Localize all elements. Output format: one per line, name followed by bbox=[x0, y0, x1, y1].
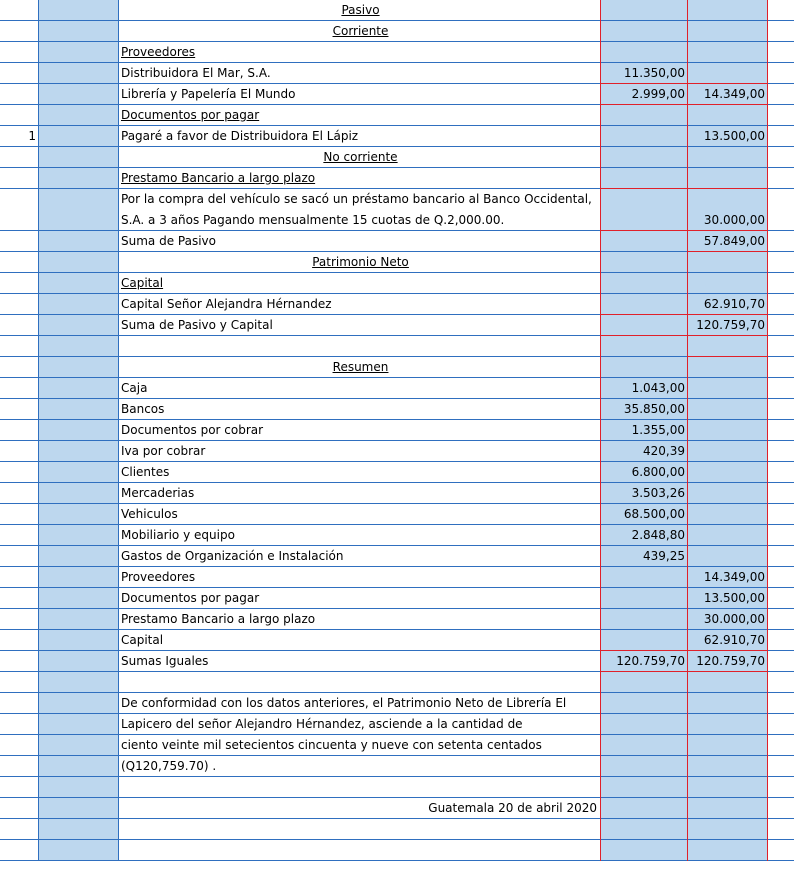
cell-text: Patrimonio Neto bbox=[312, 255, 409, 269]
cell-col-f[interactable] bbox=[767, 84, 794, 104]
cell-col-d[interactable]: 68.500,00 bbox=[600, 504, 687, 524]
cell-col-f[interactable] bbox=[767, 0, 794, 20]
cell-col-b[interactable] bbox=[38, 819, 118, 839]
cell-col-e[interactable]: 120.759,70 bbox=[687, 315, 767, 335]
cell-col-d[interactable]: 6.800,00 bbox=[600, 462, 687, 482]
cell-col-a[interactable] bbox=[0, 147, 38, 167]
cell-col-f[interactable] bbox=[767, 840, 794, 860]
cell-col-e[interactable] bbox=[687, 105, 767, 125]
cell-col-c[interactable]: Suma de Pasivo bbox=[121, 234, 216, 248]
cell-col-b[interactable] bbox=[38, 105, 118, 125]
cell-col-d[interactable] bbox=[600, 336, 687, 356]
cell-col-c[interactable]: Capital Señor Alejandra Hérnandez bbox=[121, 297, 332, 311]
cell-col-b[interactable] bbox=[38, 21, 118, 41]
cell-col-e[interactable]: 30.000,00 bbox=[687, 189, 767, 230]
cell-col-d[interactable] bbox=[600, 693, 687, 713]
sheet-row bbox=[0, 126, 794, 147]
cell-col-f[interactable] bbox=[767, 651, 794, 671]
cell-col-c[interactable] bbox=[118, 252, 600, 272]
cell-col-a[interactable] bbox=[0, 294, 38, 314]
cell-col-f[interactable] bbox=[767, 630, 794, 650]
cell-col-d[interactable] bbox=[600, 294, 687, 314]
sheet-row bbox=[0, 735, 794, 756]
cell-col-d[interactable]: 35.850,00 bbox=[600, 399, 687, 419]
cell-col-e[interactable] bbox=[687, 483, 767, 503]
cell-col-e[interactable] bbox=[687, 21, 767, 41]
cell-col-d[interactable] bbox=[600, 798, 687, 818]
cell-col-c[interactable]: Bancos bbox=[121, 402, 165, 416]
cell-col-a[interactable] bbox=[0, 630, 38, 650]
cell-col-e[interactable]: 14.349,00 bbox=[687, 567, 767, 587]
cell-col-e[interactable]: 30.000,00 bbox=[687, 609, 767, 629]
cell-col-b[interactable] bbox=[38, 525, 118, 545]
sheet-row bbox=[0, 378, 794, 399]
cell-text: Capital bbox=[121, 276, 164, 290]
sheet-row bbox=[0, 672, 794, 693]
cell-col-b[interactable] bbox=[38, 63, 118, 83]
cell-col-c[interactable]: Documentos por cobrar bbox=[121, 423, 264, 437]
cell-col-b[interactable] bbox=[38, 189, 118, 230]
cell-col-a[interactable] bbox=[0, 756, 38, 776]
cell-col-c[interactable]: Mercaderias bbox=[121, 486, 195, 500]
sheet-row bbox=[0, 756, 794, 777]
cell-col-b[interactable] bbox=[38, 840, 118, 860]
cell-col-a[interactable] bbox=[0, 84, 38, 104]
cell-col-d[interactable] bbox=[600, 567, 687, 587]
cell-col-f[interactable] bbox=[767, 756, 794, 776]
sheet-row bbox=[0, 252, 794, 273]
cell-col-a[interactable] bbox=[0, 105, 38, 125]
cell-col-b[interactable] bbox=[38, 798, 118, 818]
cell-col-a[interactable] bbox=[0, 357, 38, 377]
cell-col-d[interactable]: 1.355,00 bbox=[600, 420, 687, 440]
sheet-row bbox=[0, 693, 794, 714]
cell-col-e[interactable] bbox=[687, 441, 767, 461]
sheet-row bbox=[0, 588, 794, 609]
cell-col-e[interactable]: 62.910,70 bbox=[687, 294, 767, 314]
cell-col-c[interactable] bbox=[118, 42, 600, 62]
cell-col-c[interactable]: Proveedores bbox=[121, 570, 196, 584]
cell-col-b[interactable] bbox=[38, 756, 118, 776]
cell-col-e[interactable] bbox=[687, 147, 767, 167]
cell-col-a[interactable] bbox=[0, 609, 38, 629]
cell-col-e[interactable] bbox=[687, 840, 767, 860]
cell-col-a[interactable] bbox=[0, 336, 38, 356]
cell-col-b[interactable] bbox=[38, 735, 118, 755]
cell-col-e[interactable] bbox=[687, 546, 767, 566]
cell-col-a[interactable] bbox=[0, 546, 38, 566]
cell-text: No corriente bbox=[323, 150, 398, 164]
cell-col-b[interactable] bbox=[38, 126, 118, 146]
cell-col-d[interactable] bbox=[600, 609, 687, 629]
sheet-row bbox=[0, 168, 794, 189]
cell-col-b[interactable] bbox=[38, 357, 118, 377]
cell-col-e[interactable] bbox=[687, 735, 767, 755]
cell-col-b[interactable] bbox=[38, 252, 118, 272]
cell-col-f[interactable] bbox=[767, 504, 794, 524]
grid-line bbox=[767, 0, 768, 861]
cell-col-d[interactable]: 1.043,00 bbox=[600, 378, 687, 398]
cell-col-a[interactable] bbox=[0, 21, 38, 41]
cell-col-a[interactable] bbox=[0, 420, 38, 440]
cell-col-a[interactable] bbox=[0, 819, 38, 839]
sheet-row bbox=[0, 294, 794, 315]
cell-col-f[interactable] bbox=[767, 126, 794, 146]
cell-col-b[interactable] bbox=[38, 168, 118, 188]
cell-col-d[interactable]: 439,25 bbox=[600, 546, 687, 566]
cell-col-f[interactable] bbox=[767, 462, 794, 482]
cell-text: Prestamo Bancario a largo plazo bbox=[121, 171, 316, 185]
cell-col-d[interactable] bbox=[600, 231, 687, 251]
cell-col-c[interactable]: Lapicero del señor Alejandro Hérnandez, asciende a la cantidad de bbox=[121, 717, 523, 731]
cell-col-d[interactable]: 120.759,70 bbox=[600, 651, 687, 671]
sheet-row bbox=[0, 315, 794, 336]
cell-col-c[interactable] bbox=[118, 336, 600, 356]
sheet-row bbox=[0, 525, 794, 546]
cell-col-b[interactable] bbox=[38, 42, 118, 62]
sheet-row bbox=[0, 273, 794, 294]
sheet-row bbox=[0, 231, 794, 252]
grid-line bbox=[118, 0, 119, 861]
cell-text: Documentos por pagar bbox=[121, 108, 260, 122]
cell-col-d[interactable]: 2.999,00 bbox=[600, 84, 687, 104]
sheet-row bbox=[0, 21, 794, 42]
cell-col-c[interactable]: De conformidad con los datos anteriores, el Patrimonio Neto de Librería El bbox=[121, 696, 567, 710]
cell-col-b[interactable] bbox=[38, 693, 118, 713]
cell-col-c[interactable] bbox=[118, 21, 600, 41]
cell-col-c[interactable] bbox=[118, 357, 600, 377]
cell-col-c[interactable]: Vehiculos bbox=[121, 507, 178, 521]
cell-col-a[interactable] bbox=[0, 672, 38, 692]
cell-col-a[interactable] bbox=[0, 189, 38, 230]
cell-col-c[interactable] bbox=[118, 168, 600, 188]
sheet-row bbox=[0, 147, 794, 168]
cell-col-e[interactable]: 13.500,00 bbox=[687, 126, 767, 146]
cell-col-c[interactable] bbox=[118, 105, 600, 125]
cell-col-f[interactable] bbox=[767, 189, 794, 230]
cell-col-d[interactable] bbox=[600, 672, 687, 692]
cell-col-c[interactable] bbox=[118, 0, 600, 20]
cell-col-f[interactable] bbox=[767, 105, 794, 125]
cell-col-c[interactable] bbox=[118, 819, 600, 839]
cell-col-f[interactable] bbox=[767, 63, 794, 83]
cell-col-e[interactable] bbox=[687, 399, 767, 419]
cell-col-b[interactable] bbox=[38, 483, 118, 503]
cell-col-a[interactable] bbox=[0, 483, 38, 503]
cell-col-c[interactable]: Pagaré a favor de Distribuidora El Lápiz bbox=[121, 129, 359, 143]
cell-col-d[interactable] bbox=[600, 189, 687, 230]
cell-col-f[interactable] bbox=[767, 798, 794, 818]
cell-col-c[interactable]: (Q120,759.70) . bbox=[121, 759, 217, 773]
sheet-row bbox=[0, 840, 794, 861]
cell-col-a[interactable] bbox=[0, 441, 38, 461]
cell-col-e[interactable] bbox=[687, 819, 767, 839]
cell-col-e[interactable] bbox=[687, 462, 767, 482]
cell-col-a[interactable]: 1 bbox=[28, 129, 36, 143]
cell-col-e[interactable] bbox=[687, 504, 767, 524]
cell-col-e[interactable] bbox=[687, 168, 767, 188]
cell-col-b[interactable] bbox=[38, 672, 118, 692]
cell-text: Proveedores bbox=[121, 45, 196, 59]
cell-col-c[interactable]: Guatemala 20 de abril 2020 bbox=[428, 801, 597, 815]
cell-text: Corriente bbox=[332, 24, 389, 38]
cell-col-e[interactable] bbox=[687, 336, 767, 356]
cell-col-b[interactable] bbox=[38, 231, 118, 251]
cell-col-f[interactable] bbox=[767, 294, 794, 314]
cell-col-f[interactable] bbox=[767, 336, 794, 356]
cell-col-d[interactable]: 3.503,26 bbox=[600, 483, 687, 503]
cell-col-d[interactable] bbox=[600, 273, 687, 293]
cell-col-e[interactable] bbox=[687, 63, 767, 83]
cell-col-c[interactable] bbox=[118, 777, 600, 797]
cell-col-d[interactable] bbox=[600, 840, 687, 860]
cell-col-e[interactable] bbox=[687, 357, 767, 377]
cell-col-c[interactable]: Gastos de Organización e Instalación bbox=[121, 549, 344, 563]
cell-col-d[interactable] bbox=[600, 252, 687, 272]
cell-col-d[interactable] bbox=[600, 42, 687, 62]
cell-col-f[interactable] bbox=[767, 588, 794, 608]
cell-col-f[interactable] bbox=[767, 252, 794, 272]
cell-col-e[interactable]: 13.500,00 bbox=[687, 588, 767, 608]
cell-col-a[interactable] bbox=[0, 462, 38, 482]
cell-col-a[interactable] bbox=[0, 798, 38, 818]
sheet-row bbox=[0, 714, 794, 735]
sheet-row bbox=[0, 399, 794, 420]
cell-col-e[interactable] bbox=[687, 420, 767, 440]
sheet-row bbox=[0, 609, 794, 630]
sheet-row bbox=[0, 42, 794, 63]
cell-col-f[interactable] bbox=[767, 42, 794, 62]
cell-col-c[interactable]: Clientes bbox=[121, 465, 170, 479]
sheet-row bbox=[0, 483, 794, 504]
cell-col-f[interactable] bbox=[767, 819, 794, 839]
cell-col-b[interactable] bbox=[38, 273, 118, 293]
cell-col-b[interactable] bbox=[38, 651, 118, 671]
cell-col-f[interactable] bbox=[767, 399, 794, 419]
cell-col-e[interactable] bbox=[687, 777, 767, 797]
sheet-row bbox=[0, 336, 794, 357]
sheet-row bbox=[0, 63, 794, 84]
cell-col-d[interactable]: 420,39 bbox=[600, 441, 687, 461]
cell-col-b[interactable] bbox=[38, 0, 118, 20]
cell-col-a[interactable] bbox=[0, 252, 38, 272]
cell-col-b[interactable] bbox=[38, 315, 118, 335]
cell-col-f[interactable] bbox=[767, 546, 794, 566]
cell-col-e[interactable] bbox=[687, 693, 767, 713]
cell-col-b[interactable] bbox=[38, 546, 118, 566]
cell-col-f[interactable] bbox=[767, 378, 794, 398]
cell-col-f[interactable] bbox=[767, 420, 794, 440]
cell-col-c[interactable]: Mobiliario y equipo bbox=[121, 528, 235, 542]
cell-col-a[interactable] bbox=[0, 399, 38, 419]
cell-col-a[interactable] bbox=[0, 378, 38, 398]
cell-col-e[interactable] bbox=[687, 714, 767, 734]
cell-col-b[interactable] bbox=[38, 714, 118, 734]
sheet-row bbox=[0, 462, 794, 483]
cell-col-d[interactable] bbox=[600, 105, 687, 125]
sheet-row bbox=[0, 441, 794, 462]
cell-col-e[interactable] bbox=[687, 525, 767, 545]
cell-col-b[interactable] bbox=[38, 147, 118, 167]
cell-col-b[interactable] bbox=[38, 588, 118, 608]
cell-col-e[interactable] bbox=[687, 672, 767, 692]
cell-col-d[interactable] bbox=[600, 588, 687, 608]
sheet-row bbox=[0, 504, 794, 525]
grid-line bbox=[38, 0, 39, 861]
sheet-row bbox=[0, 420, 794, 441]
cell-col-a[interactable] bbox=[0, 777, 38, 797]
cell-col-a[interactable] bbox=[0, 525, 38, 545]
sheet-row bbox=[0, 630, 794, 651]
cell-col-c[interactable]: Por la compra del vehículo se sacó un préstamo bancario al Banco Occidental, S.A. a 3 años Pagando mensualmente 15 cuotas de Q.2,000.00. bbox=[121, 192, 592, 227]
cell-col-a[interactable] bbox=[0, 588, 38, 608]
cell-col-a[interactable] bbox=[0, 231, 38, 251]
sheet-row bbox=[0, 798, 794, 819]
cell-text: Pasivo bbox=[341, 3, 380, 17]
cell-col-f[interactable] bbox=[767, 231, 794, 251]
cell-col-b[interactable] bbox=[38, 462, 118, 482]
cell-col-f[interactable] bbox=[767, 609, 794, 629]
cell-col-f[interactable] bbox=[767, 441, 794, 461]
sheet-row bbox=[0, 84, 794, 105]
cell-col-c[interactable]: Prestamo Bancario a largo plazo bbox=[121, 612, 316, 626]
cell-col-c[interactable] bbox=[118, 273, 600, 293]
cell-col-f[interactable] bbox=[767, 567, 794, 587]
cell-col-a[interactable] bbox=[0, 504, 38, 524]
cell-col-e[interactable] bbox=[687, 0, 767, 20]
cell-col-a[interactable] bbox=[0, 735, 38, 755]
cell-col-d[interactable] bbox=[600, 21, 687, 41]
cell-col-a[interactable] bbox=[0, 63, 38, 83]
cell-col-e[interactable] bbox=[687, 252, 767, 272]
cell-col-e[interactable]: 62.910,70 bbox=[687, 630, 767, 650]
sheet-row bbox=[0, 819, 794, 840]
cell-col-a[interactable] bbox=[0, 273, 38, 293]
grid-line bbox=[687, 0, 688, 861]
cell-col-f[interactable] bbox=[767, 147, 794, 167]
cell-col-f[interactable] bbox=[767, 273, 794, 293]
cell-col-a[interactable] bbox=[0, 693, 38, 713]
cell-col-f[interactable] bbox=[767, 483, 794, 503]
cell-col-d[interactable] bbox=[600, 756, 687, 776]
cell-col-c[interactable]: Distribuidora El Mar, S.A. bbox=[121, 66, 271, 80]
cell-col-c[interactable] bbox=[118, 147, 600, 167]
cell-col-f[interactable] bbox=[767, 168, 794, 188]
cell-col-d[interactable] bbox=[600, 819, 687, 839]
sheet-row bbox=[0, 0, 794, 21]
sheet-row bbox=[0, 651, 794, 672]
cell-col-c[interactable]: Librería y Papelería El Mundo bbox=[121, 87, 296, 101]
cell-col-c[interactable]: Sumas Iguales bbox=[121, 654, 209, 668]
cell-col-c[interactable]: Caja bbox=[121, 381, 148, 395]
cell-col-d[interactable] bbox=[600, 126, 687, 146]
cell-col-e[interactable] bbox=[687, 378, 767, 398]
cell-col-f[interactable] bbox=[767, 357, 794, 377]
cell-text: Resumen bbox=[332, 360, 389, 374]
cell-col-b[interactable] bbox=[38, 504, 118, 524]
cell-col-a[interactable] bbox=[0, 0, 38, 20]
cell-col-b[interactable] bbox=[38, 399, 118, 419]
cell-col-b[interactable] bbox=[38, 609, 118, 629]
cell-col-f[interactable] bbox=[767, 672, 794, 692]
sheet-row bbox=[0, 189, 794, 231]
cell-col-b[interactable] bbox=[38, 336, 118, 356]
cell-col-d[interactable] bbox=[600, 315, 687, 335]
cell-col-e[interactable] bbox=[687, 756, 767, 776]
cell-col-d[interactable] bbox=[600, 777, 687, 797]
cell-col-a[interactable] bbox=[0, 840, 38, 860]
cell-col-d[interactable] bbox=[600, 147, 687, 167]
cell-col-d[interactable]: 2.848,80 bbox=[600, 525, 687, 545]
cell-col-c[interactable]: Documentos por pagar bbox=[121, 591, 260, 605]
cell-col-b[interactable] bbox=[38, 378, 118, 398]
cell-col-d[interactable] bbox=[600, 0, 687, 20]
cell-col-b[interactable] bbox=[38, 777, 118, 797]
cell-col-f[interactable] bbox=[767, 714, 794, 734]
cell-col-b[interactable] bbox=[38, 420, 118, 440]
cell-col-d[interactable] bbox=[600, 168, 687, 188]
cell-col-b[interactable] bbox=[38, 441, 118, 461]
cell-col-a[interactable] bbox=[0, 315, 38, 335]
cell-col-c[interactable] bbox=[118, 840, 600, 860]
sheet-row bbox=[0, 567, 794, 588]
sheet-row bbox=[0, 357, 794, 378]
cell-col-b[interactable] bbox=[38, 84, 118, 104]
cell-col-a[interactable] bbox=[0, 714, 38, 734]
cell-col-a[interactable] bbox=[0, 42, 38, 62]
cell-col-e[interactable] bbox=[687, 798, 767, 818]
cell-col-f[interactable] bbox=[767, 693, 794, 713]
grid-line bbox=[600, 0, 601, 861]
cell-col-a[interactable] bbox=[0, 567, 38, 587]
cell-col-f[interactable] bbox=[767, 525, 794, 545]
cell-col-f[interactable] bbox=[767, 735, 794, 755]
cell-col-d[interactable] bbox=[600, 714, 687, 734]
cell-col-c[interactable] bbox=[118, 672, 600, 692]
sheet-row bbox=[0, 546, 794, 567]
cell-col-b[interactable] bbox=[38, 630, 118, 650]
cell-col-e[interactable]: 57.849,00 bbox=[687, 231, 767, 251]
cell-col-f[interactable] bbox=[767, 777, 794, 797]
cell-col-c[interactable]: Capital bbox=[121, 633, 164, 647]
cell-col-f[interactable] bbox=[767, 315, 794, 335]
cell-col-f[interactable] bbox=[767, 21, 794, 41]
cell-col-d[interactable] bbox=[600, 735, 687, 755]
cell-col-e[interactable] bbox=[687, 273, 767, 293]
sheet-row bbox=[0, 105, 794, 126]
cell-col-d[interactable] bbox=[600, 630, 687, 650]
sheet-row bbox=[0, 777, 794, 798]
cell-col-a[interactable] bbox=[0, 168, 38, 188]
cell-col-c[interactable]: ciento veinte mil setecientos cincuenta y nueve con setenta centados bbox=[121, 738, 542, 752]
cell-col-a[interactable] bbox=[0, 651, 38, 671]
cell-col-d[interactable]: 11.350,00 bbox=[600, 63, 687, 83]
cell-col-c[interactable]: Suma de Pasivo y Capital bbox=[121, 318, 273, 332]
cell-col-e[interactable]: 120.759,70 bbox=[687, 651, 767, 671]
cell-col-b[interactable] bbox=[38, 567, 118, 587]
cell-col-c[interactable]: Iva por cobrar bbox=[121, 444, 206, 458]
cell-col-b[interactable] bbox=[38, 294, 118, 314]
cell-col-d[interactable] bbox=[600, 357, 687, 377]
cell-col-e[interactable] bbox=[687, 42, 767, 62]
cell-col-e[interactable]: 14.349,00 bbox=[687, 84, 767, 104]
